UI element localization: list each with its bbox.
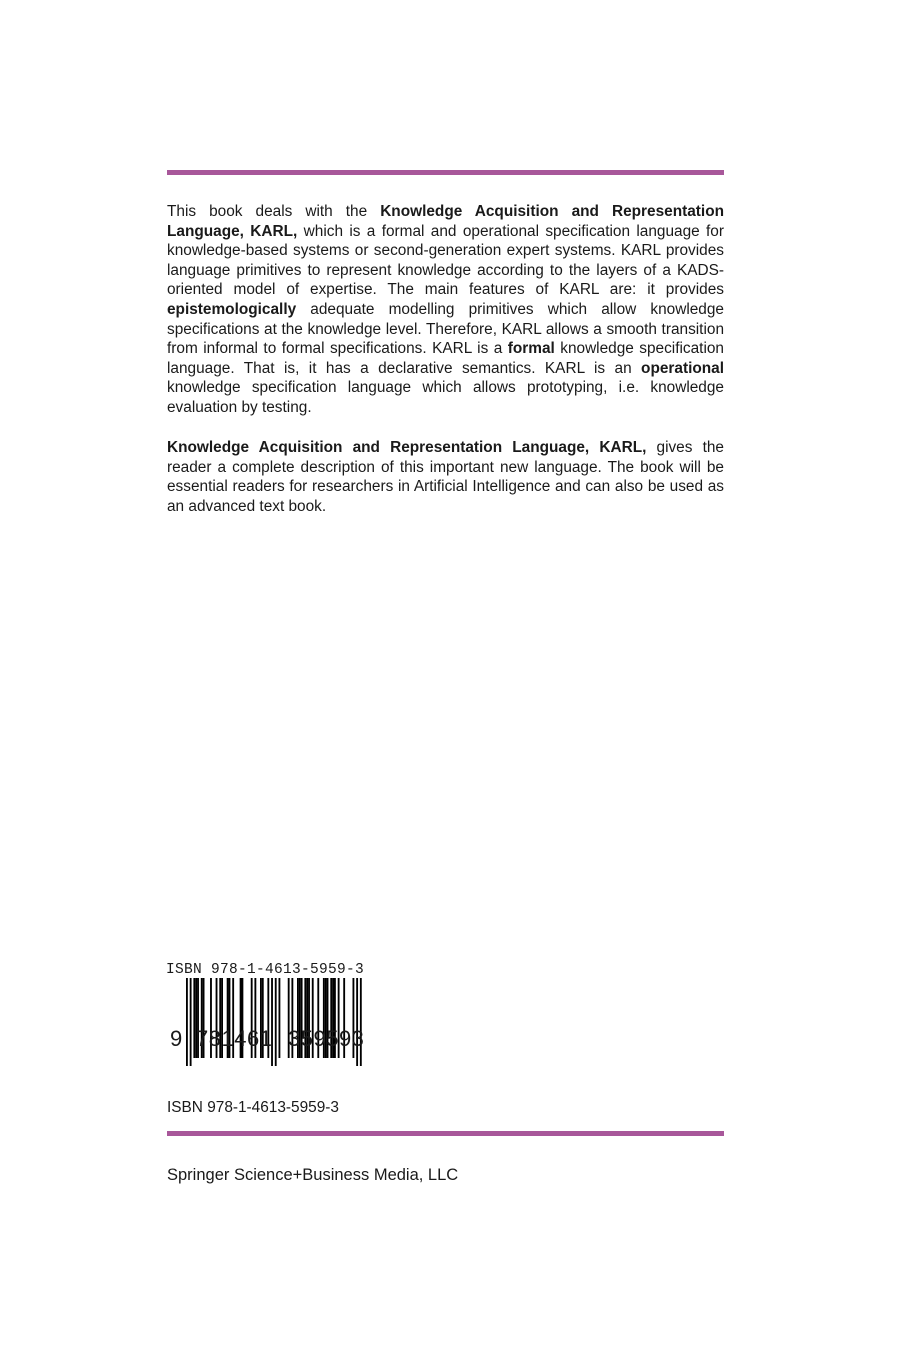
p1-run-8: knowledge specification language which allows prototyping, i.e. knowledge evaluation by testing.: [167, 379, 724, 416]
blurb-text-1: [167, 202, 724, 418]
barcode-group-1: 781461: [196, 1026, 273, 1051]
isbn-barcode: [164, 962, 394, 1092]
barcode-bar: [193, 978, 195, 1058]
barcode-bars: [164, 978, 394, 1068]
barcode-bar: [356, 978, 358, 1066]
p1-run-3: epistemologically: [167, 300, 297, 318]
publisher-name: Springer Science+Business Media, LLC: [167, 1166, 459, 1184]
p1-run-6: knowledge specification language. That is, it has a declarative semantics. KARL is an: [167, 340, 724, 377]
p1-run-1: Knowledge Acquisition and Representation Language, KARL,: [167, 203, 724, 240]
p1-run-2: which is a formal and operational specification language for knowledge-based systems or second-generation expert systems. KARL provides language primitives to represent knowledge according to the layers of a KADS-oriented model of expertise. The main features of KARL are: it provides: [167, 222, 724, 299]
p2-run-1: gives the reader a complete description of this important new language. The book will be essential readers for researchers in Artificial Intelligence and can also be used as an advanced text book.: [167, 439, 724, 515]
p1-run-5: formal: [507, 340, 555, 358]
barcode-bar: [271, 978, 273, 1066]
blurb-paragraph-1: [167, 202, 724, 418]
p1-run-7: operational: [641, 359, 724, 377]
blurb-text-2: [167, 438, 724, 516]
bottom-rule: [167, 1131, 724, 1136]
barcode-bar: [190, 978, 192, 1066]
blurb-paragraph-2: [167, 438, 724, 516]
barcode-lead-digit: 9: [170, 1026, 183, 1051]
barcode-bar: [186, 978, 188, 1066]
barcode-isbn-text: ISBN 978-1-4613-5959-3: [166, 962, 365, 978]
isbn-line: ISBN 978-1-4613-5959-3: [167, 1099, 339, 1116]
p1-run-0: This book deals with the: [167, 203, 381, 220]
p2-run-0: Knowledge Acquisition and Representation Language, KARL,: [167, 439, 647, 456]
barcode-bar: [360, 978, 362, 1066]
top-rule: [167, 170, 724, 175]
barcode-bar: [275, 978, 277, 1066]
barcode-bar: [279, 978, 281, 1058]
p1-run-4: adequate modelling primitives which allow knowledge specifications at the knowledge level. Therefore, KARL allows a smooth transition from informal to formal specifications. KARL is a: [167, 300, 724, 358]
barcode-group-2: 359593: [288, 1026, 365, 1051]
